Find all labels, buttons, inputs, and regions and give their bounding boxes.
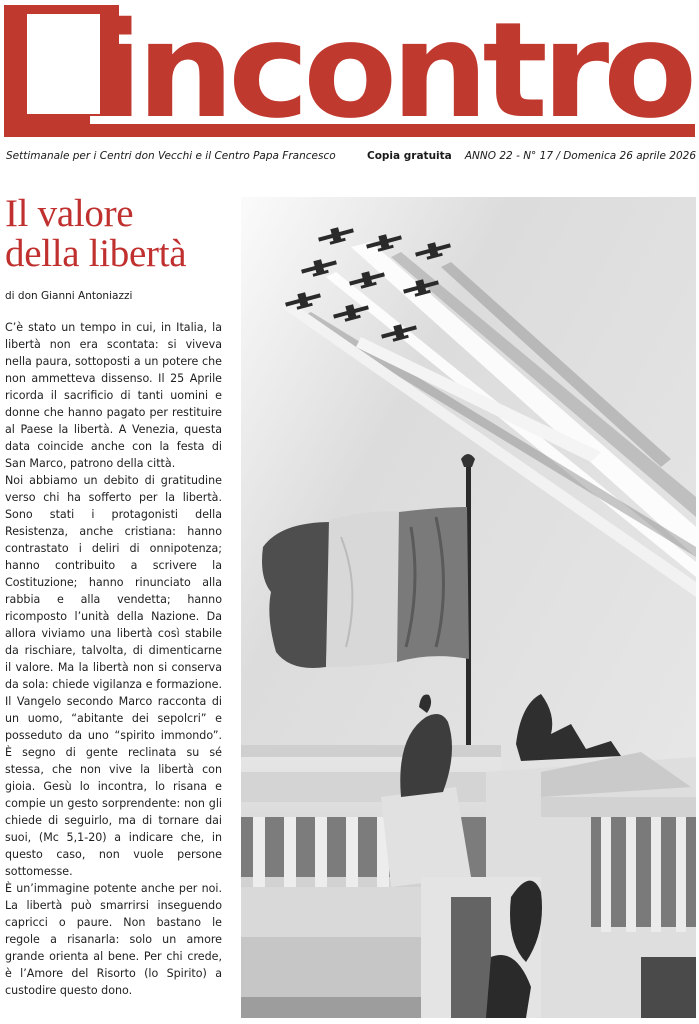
- headline-line-1: Il valore: [5, 192, 134, 235]
- svg-text:incontro: incontro: [96, 0, 693, 140]
- article-byline: di don Gianni Antoniazzi: [5, 290, 133, 302]
- masthead-subline: [6, 148, 696, 164]
- article-body: [5, 319, 222, 999]
- article-photo: [241, 197, 696, 1018]
- italian-flag: [262, 507, 469, 668]
- price-label: Copia gratuita: [367, 150, 452, 162]
- article-headline: [5, 194, 237, 274]
- article-paragraph: È un’immagine potente anche per noi. La libertà può smarrirsi inseguendo capricci o paure. Non bastano le regole a risanarla: solo un amore grande orienta al bene. Per chi crede, è l’Amore del Risorto (lo Spirito) a custodire questo dono.: [5, 882, 222, 997]
- headline-line-2: della libertà: [5, 232, 187, 275]
- photo-illustration: [241, 197, 696, 1018]
- masthead: [0, 0, 699, 140]
- tagline: Settimanale per i Centri don Vecchi e il Centro Papa Francesco: [6, 150, 336, 162]
- issue-info: ANNO 22 - N° 17 / Domenica 26 aprile 2026: [464, 150, 696, 162]
- article-paragraph: Noi abbiamo un debito di gratitudine verso chi ha sofferto per la libertà. Sono stati i protagonisti della Resistenza, anche cristiana: hanno contrastato i deliri di onnipotenza; hanno contribuito a scrivere la Costituzione; hanno rinunciato alla rabbia e alla vendetta; hanno ricomposto l’unità della Nazione. Da allora viviamo una libertà così stabile da rischiare, talvolta, di dimenticarne il valore. Ma la libertà non si conserva da sola: chiede vigilanza e formazione. Il Vangelo secondo Marco racconta di un uomo, “abitante dei sepolcri” e posseduto da uno “spirito immondo”. È segno di gente reclinata su sé stessa, che non vive la libertà con gioia. Gesù lo incontra, lo risana e compie un gesto sorprendente: non gli chiede di seguirlo, ma di tornare dai suoi, (Mc 5,1-20) a indicare che, in questo caso, non vuole persone sottomesse.: [5, 474, 222, 878]
- article-paragraph: C’è stato un tempo in cui, in Italia, la libertà non era scontata: si viveva nella paura, sottoposti a un potere che non ammetteva dissenso. Il 25 Aprile ricorda il sacrificio di tanti uomini e donne che hanno pagato per restituire al Paese la libertà. A Venezia, questa data coincide anche con la festa di San Marco, patrono della città.: [5, 321, 222, 470]
- masthead-logo: [0, 0, 699, 140]
